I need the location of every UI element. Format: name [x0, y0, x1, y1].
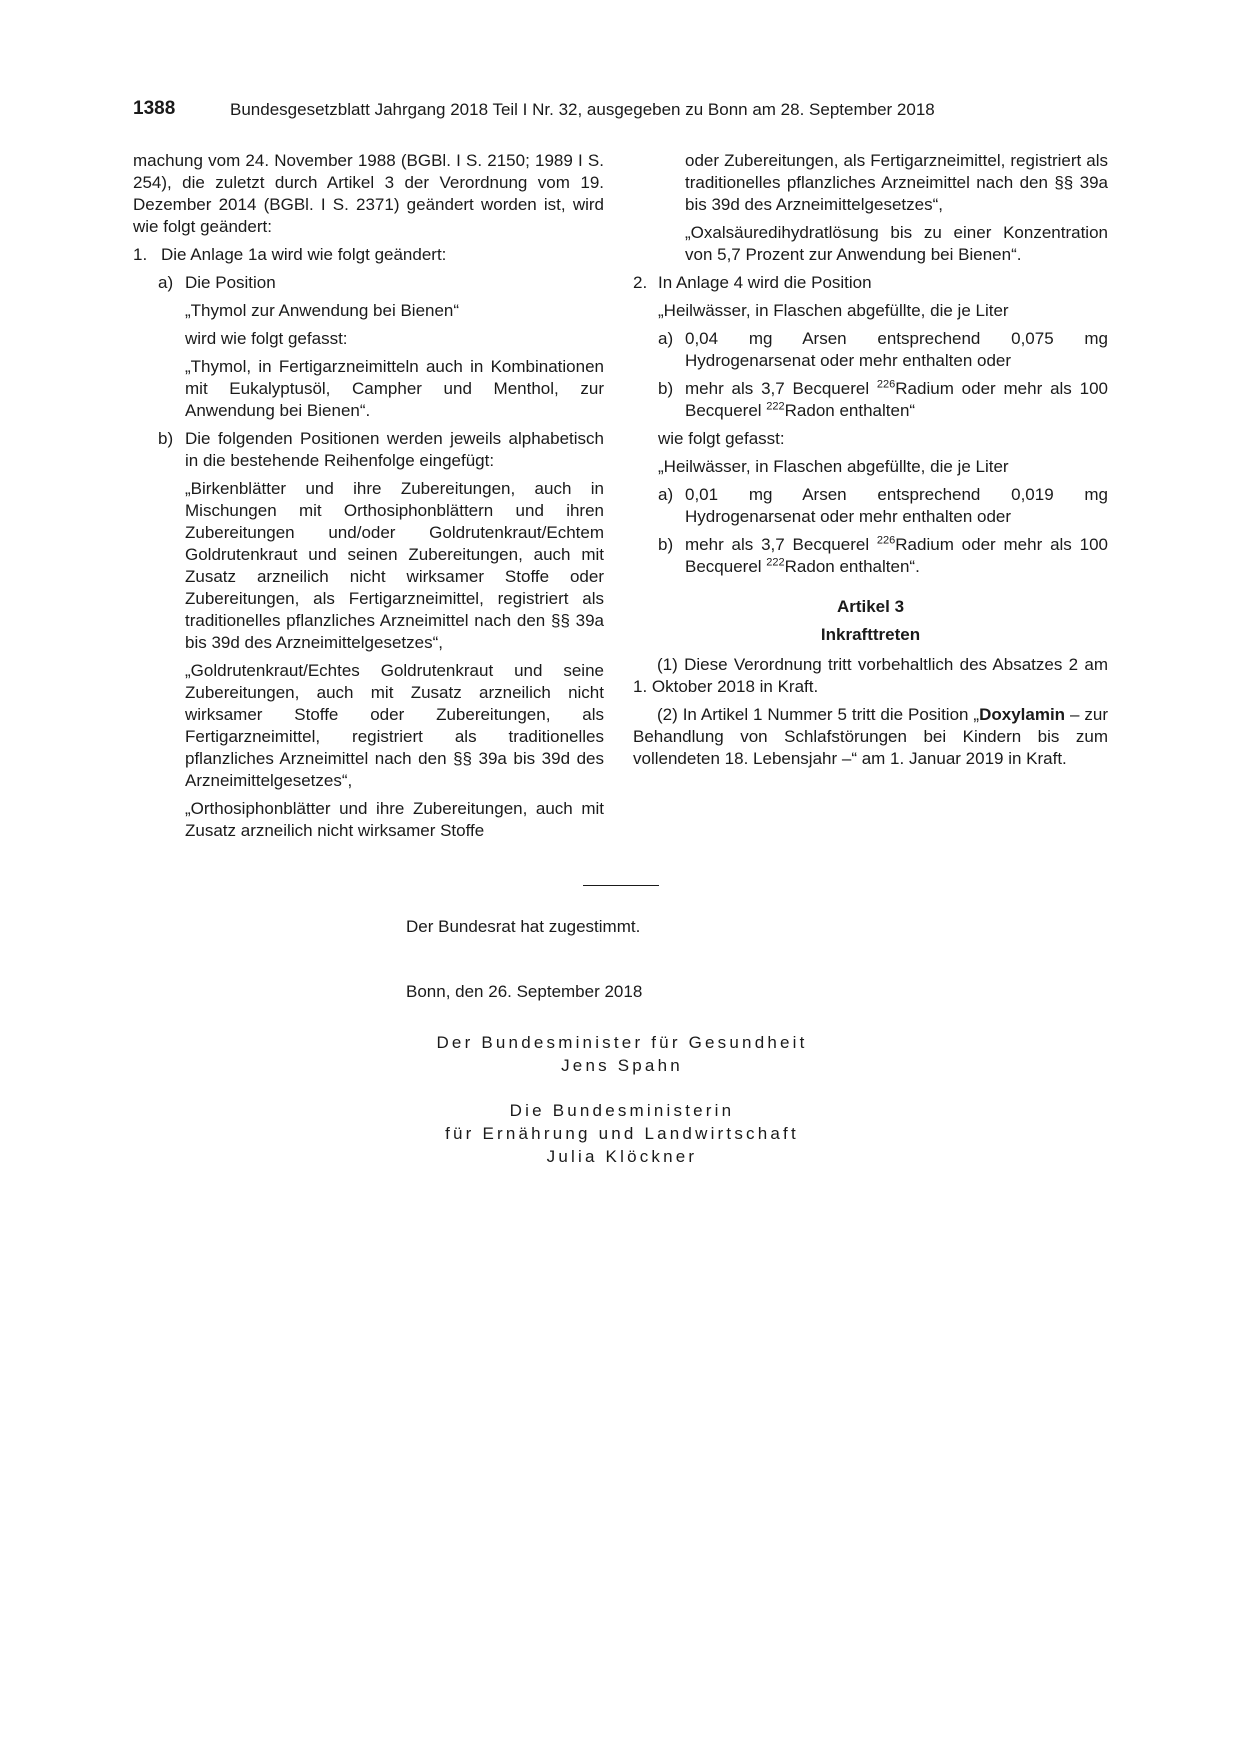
old-item-a-text: 0,04 mg Arsen entsprechend 0,075 mg Hydrogenarsenat oder mehr enthalten oder	[685, 329, 1108, 370]
item-1b-label: b)	[158, 429, 174, 448]
new-b-end: Radon enthalten“.	[784, 557, 920, 576]
page-number: 1388	[133, 98, 176, 119]
position-birkenblaetter: „Birkenblätter und ihre Zubereitungen, auch in Mischungen mit Orthosiphonblättern und ihren Zubereitungen und/oder Goldrutenkraut/Echtem Goldrutenkraut und seinen Zubereitungen, auch mit Zusatz arzneilich nicht wirksamer Stoffe oder Zubereitungen, als Fertigarzneimittel, registriert als traditionelles pflanzliches Arzneimittel nach den §§ 39a bis 39d des Arzneimittelgesetzes“,	[185, 479, 604, 652]
item-1b-text: Die folgenden Positionen werden jeweils alphabetisch in die bestehende Reihenfolge eingefügt:	[185, 429, 604, 470]
left-column	[133, 150, 604, 848]
old-heilwasser-head: „Heilwässer, in Flaschen abgefüllte, die je Liter	[658, 301, 1009, 320]
sup-226: 226	[876, 378, 896, 391]
old-item-b-text	[685, 378, 1108, 422]
minister2-name: Julia Klöckner	[546, 1147, 698, 1166]
new-position-thymol: „Thymol, in Fertigarzneimitteln auch in Kombinationen mit Eukalyptusöl, Campher und Menthol, zur Anwendung bei Bienen“.	[185, 357, 604, 420]
orthosiphon-continued: oder Zubereitungen, als Fertigarzneimittel, registriert als traditionelles pflanzliches Arzneimittel nach den §§ 39a bis 39d des Arzneimittelgesetzes“,	[685, 151, 1108, 214]
absatz-2-bold: Doxylamin	[979, 705, 1066, 724]
new-b-mid: Radium oder mehr als 100 Becquerel	[685, 535, 1108, 576]
minister1-name: Jens Spahn	[561, 1056, 683, 1075]
old-item-a-label: a)	[658, 329, 674, 348]
new-heilwasser-head: „Heilwässer, in Flaschen abgefüllte, die je Liter	[658, 457, 1009, 476]
old-b-mid: Radium oder mehr als 100 Becquerel	[685, 379, 1108, 420]
wie-gefasst: wie folgt gefasst:	[658, 429, 785, 448]
right-column	[633, 150, 1108, 776]
item-2-label: 2.	[633, 273, 648, 292]
old-item-b	[633, 378, 1108, 422]
old-position-quote: „Thymol zur Anwendung bei Bienen“	[185, 301, 460, 320]
minister1-title: Der Bundesminister für Gesundheit	[436, 1033, 808, 1052]
bundesrat-note: Der Bundesrat hat zugestimmt.	[406, 917, 641, 936]
item-1a-label: a)	[158, 273, 174, 292]
old-item-b-label: b)	[658, 379, 674, 398]
item-2	[633, 272, 1108, 294]
article-title: Artikel 3	[836, 597, 905, 616]
item-2-text: In Anlage 4 wird die Position	[658, 273, 872, 292]
separator-rule	[583, 885, 659, 886]
item-1-text: Die Anlage 1a wird wie folgt geändert:	[161, 245, 447, 264]
position-orthosiphon: „Orthosiphonblätter und ihre Zubereitungen, auch mit Zusatz arzneilich nicht wirksamer Stoffe	[185, 799, 604, 840]
absatz-1: (1) Diese Verordnung tritt vorbehaltlich des Absatzes 2 am 1. Oktober 2018 in Kraft.	[633, 655, 1108, 696]
absatz-2-pre: (2) In Artikel 1 Nummer 5 tritt die Position „	[657, 705, 980, 724]
new-b-pre: mehr als 3,7 Becquerel	[685, 535, 877, 554]
new-item-b-label: b)	[658, 535, 674, 554]
new-item-a-label: a)	[658, 485, 674, 504]
old-item-a	[633, 328, 1108, 372]
position-oxalsaeure: „Oxalsäuredihydratlösung bis zu einer Konzentration von 5,7 Prozent zur Anwendung bei Bienen“.	[685, 223, 1108, 264]
header-title: Bundesgesetzblatt Jahrgang 2018 Teil I Nr. 32, ausgegeben zu Bonn am 28. September 2018	[230, 100, 935, 119]
item-1b	[133, 428, 604, 472]
absatz-2-post: – zur Behandlung von Schlafstörungen bei Kindern bis zum vollendeten 18. Lebensjahr –“ am 1. Januar 2019 in Kraft.	[633, 705, 1108, 768]
new-item-b	[633, 534, 1108, 578]
new-item-a	[633, 484, 1108, 528]
item-1-label: 1.	[133, 245, 148, 264]
item-1a-text: Die Position	[185, 273, 276, 292]
old-b-pre: mehr als 3,7 Becquerel	[685, 379, 877, 398]
old-b-end: Radon enthalten“	[784, 401, 916, 420]
sup-222: 222	[766, 400, 785, 413]
place-date: Bonn, den 26. September 2018	[406, 982, 643, 1001]
new-item-a-text: 0,01 mg Arsen entsprechend 0,019 mg Hydrogenarsenat oder mehr enthalten oder	[685, 485, 1108, 526]
item-1	[133, 244, 604, 266]
article-subtitle: Inkrafttreten	[820, 625, 921, 644]
minister2-title-line1: Die Bundesministerin	[509, 1101, 735, 1120]
sup-222-new: 222	[766, 556, 785, 569]
absatz-2	[633, 704, 1108, 770]
intro-paragraph: machung vom 24. November 1988 (BGBl. I S. 2150; 1989 I S. 254), die zuletzt durch Artikel 3 der Verordnung vom 19. Dezember 2014 (BGBl. I S. 2371) geändert worden ist, wird wie folgt geändert:	[133, 151, 604, 236]
sup-226-new: 226	[876, 534, 896, 547]
wird-gefasst: wird wie folgt gefasst:	[185, 329, 348, 348]
new-item-b-text	[685, 534, 1108, 578]
item-1a	[133, 272, 604, 294]
minister2-title-line2: für Ernährung und Landwirtschaft	[445, 1124, 799, 1143]
position-goldrutenkraut: „Goldrutenkraut/Echtes Goldrutenkraut und seine Zubereitungen, auch mit Zusatz arzneilich nicht wirksamer Stoffe oder Zubereitungen, als Fertigarzneimittel, registriert als traditionelles pflanzliches Arzneimittel nach den §§ 39a bis 39d des Arzneimittelgesetzes“,	[185, 661, 604, 790]
